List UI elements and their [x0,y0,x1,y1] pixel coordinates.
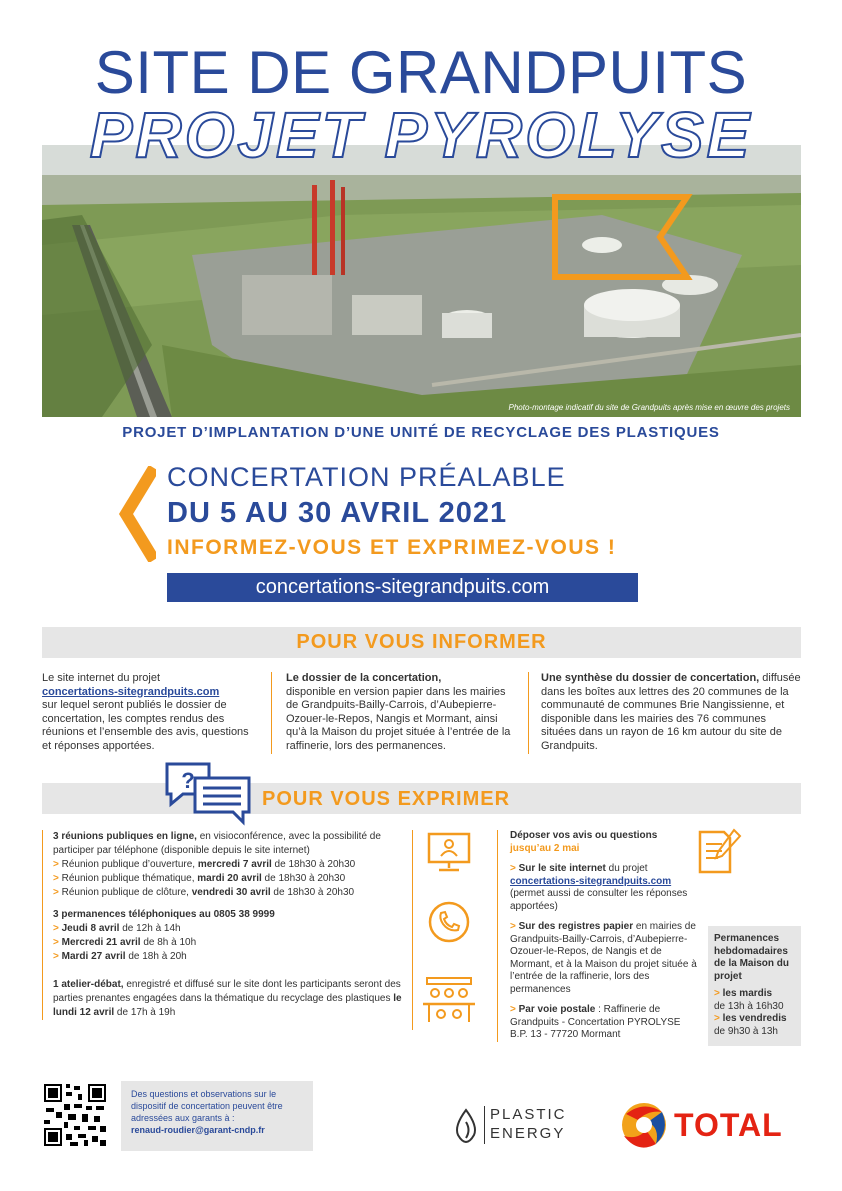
reunion-item-time: de 18h30 à 20h30 [270,887,355,898]
deposer-website-link[interactable]: concertations-sitegrandpuits.com [510,875,672,887]
project-subtitle: PROJET D’IMPLANTATION D’UNE UNITÉ DE RECYCLAGE DES PLASTIQUES [122,424,720,441]
informer-col2-text: disponible en version papier dans les mairies de Grandpuits-Bailly-Carrois, d’Aubepierre-Ozouer-le-Repos, Nangis et Mormant, ainsi qu’à la Maison du projet située à l’entrée de la raffinerie, lors des permanences. [286,685,511,752]
plastic-energy-logo [452,1106,592,1146]
reunion-item-date: mercredi 7 avril [197,859,272,870]
concertation-dates: DU 5 AU 30 AVRIL 2021 [167,497,508,529]
garant-email-link[interactable]: renaud-roudier@garant-cndp.fr [131,1125,265,1135]
permanence-hours: de 9h30 à 13h [714,1025,778,1037]
deposer-deadline: jusqu’au 2 mai [510,842,580,854]
photo-illustration [42,145,801,417]
deposer-bold: Déposer vos avis ou questions [510,830,658,841]
drop-icon [452,1108,480,1144]
chat-bubbles-icon [163,760,253,826]
divider [271,672,272,754]
permanence-day: les vendredis [722,1013,787,1024]
permanences-hebdo-title: Permanences hebdomadaires de la Maison du projet [714,933,790,982]
plastic-text: PLASTIC [490,1106,567,1123]
permanence-hours: de 13h à 16h30 [714,1000,784,1012]
permanence-date: Jeudi 8 avril [61,923,120,934]
deposer-registre-text: en mairies de Grandpuits-Bailly-Carrois, d’Aubepierre-Ozouer-le-Repos, de Nangis et de Mormant, et à la Maison du projet située à l’entrée de la raffinerie, lors des permanences [510,921,697,995]
aerial-photo [42,145,801,417]
informer-col-1 [42,672,260,753]
reunions-text: en visioconférence, avec la possibilité de participer par téléphone (disponible depuis le site internet) [53,831,381,856]
informer-col1-intro: Le site internet du projet [42,672,161,684]
svg-text:?: ? [181,768,195,793]
permanence-date: Mardi 27 avril [61,951,126,962]
reunion-item-date: vendredi 30 avril [191,887,271,898]
photo-caption: Photo-montage indicatif du site de Grandpuits après mise en œuvre des projets [508,403,790,412]
atelier-text: enregistré et diffusé sur le site dont les participants seront des parties prenantes engagées dans la thématique du recyclage des plastiques [53,979,401,1004]
reunion-item-time: de 18h30 à 20h30 [261,873,346,884]
phone-icon [427,900,471,944]
qr-code-icon[interactable] [42,1082,108,1148]
questions-text: Des questions et observations sur le dispositif de concertation peuvent être adressées aux garants à : [131,1089,283,1123]
deposer-postal-text: : Raffinerie de Grandpuits - Concertation PYROLYSE B.P. 13 - 77720 Mormant [510,1004,681,1040]
exprimer-title: POUR VOUS EXPRIMER [262,788,511,810]
deposer-web-note: (permet aussi de consulter les réponses apportées) [510,888,688,912]
permanence-time: de 8h à 10h [140,937,197,948]
deposer-web-text: du projet [605,863,648,874]
atelier-date: le lundi 12 avril [53,993,402,1018]
reunions-block: 3 réunions publiques en ligne, en visioconférence, avec la possibilité de participer par téléphone (disponible depuis le site internet) > Réunion publique d’ouverture, mercredi 7 avril de 18h30 à 20h30 > Réunion publique thématique, mardi 20 avril de 18h30 à 20h30 > Réunion publique de clôture, vendredi 30 avril de 18h30 à 20h30 3 permanences téléphoniques au 0805 38 9999 > Jeudi 8 avril de 12h à 14h > Mercredi 21 avril de 8h à 10h > Mardi 27 avril de 18h à 20h 1 atelier-débat, enregistré et diffusé sur le site dont les participants seront des parties prenantes engagées dans la thématique du recyclage des plastiques le lundi 12 avril de 17h à 19h [42,830,407,1020]
deposer-postal-bold: Par voie postale [518,1004,596,1015]
reunion-item-label: Réunion publique thématique, [61,873,198,884]
informer-col1-text: sur lequel seront publiés le dossier de concertation, les comptes rendus des réunions et l’ensemble des avis, questions et réponses apportées. [42,699,249,752]
chevron-icon [118,466,156,562]
informer-col3-bold: Une synthèse du dossier de concertation, [541,672,760,684]
reunion-item-date: mardi 20 avril [197,873,262,884]
deposer-registre-bold: Sur des registres papier [518,921,634,932]
permanence-time: de 18h à 20h [125,951,187,962]
reunions-bold: 3 réunions publiques en ligne, [53,831,197,842]
informer-website-link[interactable]: concertations-sitegrandpuits.com [42,685,220,698]
icons-column [412,830,482,1030]
divider [528,672,529,754]
informer-col-2 [286,672,518,753]
informer-title: POUR VOUS INFORMER [296,631,547,653]
informer-col2-bold: Le dossier de la concertation, [286,672,442,684]
concertation-cta: INFORMEZ-VOUS ET EXPRIMEZ-VOUS ! [167,536,617,559]
permanences-tel-bold: 3 permanences téléphoniques au 0805 38 9999 [53,909,275,920]
reunion-item-time: de 18h30 à 20h30 [271,859,356,870]
total-logo [618,1100,808,1150]
concertation-heading: CONCERTATION PRÉALABLE [167,462,566,492]
page-subtitle-pyrolyse: PROJET PYROLYSE [89,99,753,171]
permanence-day: les mardis [722,988,773,999]
informer-bar [42,627,801,658]
document-pen-icon [694,826,742,876]
energy-text: ENERGY [490,1125,566,1142]
permanence-time: de 12h à 14h [119,923,181,934]
atelier-time: de 17h à 19h [114,1007,176,1018]
permanence-date: Mercredi 21 avril [61,937,141,948]
informer-col3-text: diffusée dans les boîtes aux lettres des 20 communes de la communauté de communes Brie Nangissienne, et disponible dans les mairies des 76 communes situées dans un rayon de 16 km autour du site de Grandpuits. [541,672,801,752]
deposer-web-bold: Sur le site internet [518,863,606,874]
reunion-item-label: Réunion publique de clôture, [61,887,192,898]
total-swirl-icon [618,1100,670,1150]
total-text: TOTAL [674,1107,783,1143]
reunion-item-label: Réunion publique d’ouverture, [61,859,198,870]
workshop-table-icon [421,976,477,1026]
page-title: SITE DE GRANDPUITS [94,39,748,106]
monitor-user-icon [427,830,471,874]
deposer-block: Déposer vos avis ou questions jusqu’au 2 mai > Sur le site internet du projet concertations-sitegrandpuits.com (permet aussi de consulter les réponses apportées) > Sur des registres papier en mairies de Grandpuits-Bailly-Carrois, d’Aubepierre-Ozouer-le-Repos, de Nangis et de Mormant, et à la Maison du projet située à l’entrée de la raffinerie, lors des permanences > Par voie postale : Raffinerie de Grandpuits - Concertation PYROLYSE B.P. 13 - 77720 Mormant [497,830,697,1042]
informer-col-3 [541,672,801,753]
questions-box [121,1081,313,1151]
atelier-bold: 1 atelier-débat, [53,979,124,990]
concertation-url-link[interactable]: concertations-sitegrandpuits.com [167,573,638,602]
permanences-hebdo-box: Permanences hebdomadaires de la Maison du projet > les mardis de 13h à 16h30 > les vendredis de 9h30 à 13h [708,926,801,1046]
logo-divider [484,1106,485,1144]
